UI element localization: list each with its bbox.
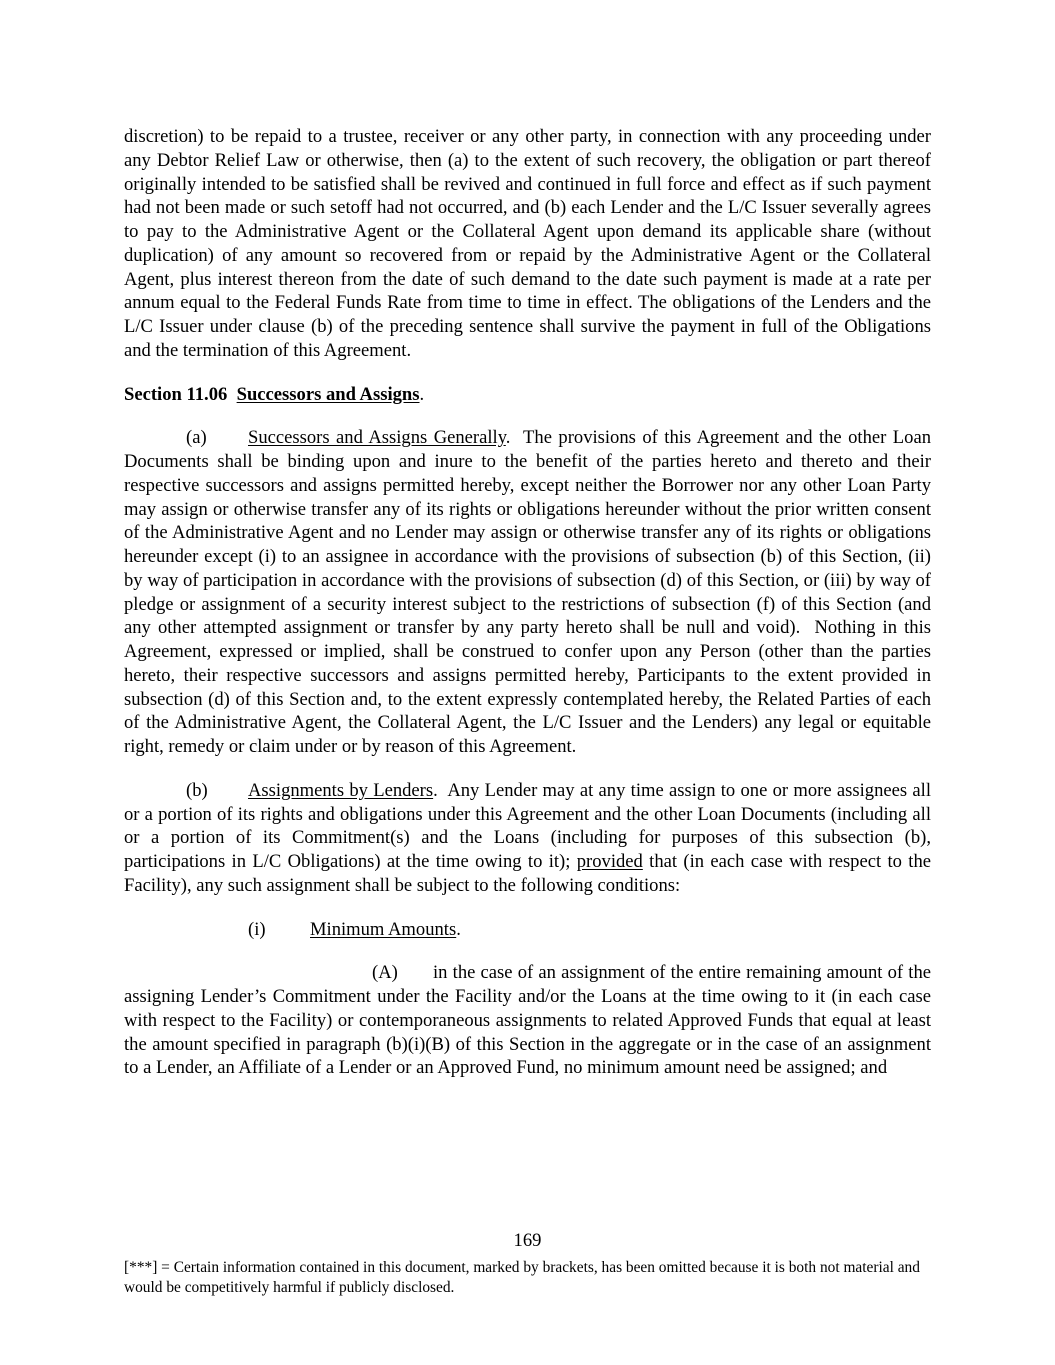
clause-A-paragraph <box>124 961 931 1080</box>
subsection-b-text-before: Any Lender may at any time assign to one or more assignees all or a portion of its rights and obligations under this Agreement and the other Loan Documents (including all or a portion of its Commitment(s) and the Loans (including for purposes of this subsection (b), participations in L/C Obligations) at the time owing to it); <box>124 779 936 872</box>
clause-A-label: (A) <box>372 962 398 984</box>
document-page <box>124 125 936 1080</box>
spacer <box>124 759 931 779</box>
subsection-a-paragraph <box>124 426 936 759</box>
section-title-period: . <box>419 383 425 405</box>
clause-A-text: in the case of an assignment of the entire remaining amount of the assigning Lender’s Commitment under the Facility and/or the Loans at the time owing to it (in each case with respect to the Facility) or contemporaneous assignments to related Approved Funds that equal at least the amount specified in paragraph (b)(i)(B) of this Section in the aggregate or in the case of an assignment to a Lender, an Affiliate of a Lender or an Approved Fund, no minimum amount need be assigned; and <box>124 962 931 1079</box>
section-number: Section 11.06 <box>124 383 228 405</box>
spacer <box>124 898 931 918</box>
clause-i-title: Minimum Amounts <box>310 918 457 940</box>
spacer <box>124 941 931 961</box>
subsection-a-title-period: . <box>505 427 511 449</box>
subsection-b-proviso: provided <box>576 851 643 872</box>
continuation-paragraph: discretion) to be repaid to a trustee, receiver or any other party, in connection with any proceeding under any Debtor Relief Law or otherwise, then (a) to the extent of such recovery, the obligation or part thereof originally intended to be satisfied shall be revived and continued in full force and effect as if such payment had not been made or such setoff had not occurred, and (b) each Lender and the L/C Issuer severally agrees to pay to the Administrative Agent or the Collateral Agent upon demand its applicable share (without duplication) of any amount so recovered from or repaid by the Administrative Agent or the Collateral Agent, plus interest thereon from the date of such demand to the date such payment is made at a rate per annum equal to the Federal Funds Rate from time to time in effect. The obligations of the Lenders and the L/C Issuer under clause (b) of the preceding sentence shall survive the payment in full of the Obligations and the termination of this Agreement. <box>124 126 931 361</box>
footnote: [***] = Certain information contained in this document, marked by brackets, has been omitted because it is both not material and would be competitively harmful if publicly disclosed. <box>124 1259 920 1296</box>
subsection-b-text-after: that (in each case with respect to the Facility), any such assignment shall be subject to the following conditions: <box>124 851 931 896</box>
section-heading <box>124 383 931 407</box>
clause-i-title-period: . <box>456 918 461 940</box>
clause-i-heading <box>124 918 931 942</box>
subsection-b-paragraph <box>124 779 936 898</box>
subsection-a-title: Successors and Assigns Generally <box>248 427 506 449</box>
subsection-a-text: The provisions of this Agreement and the other Loan Documents shall be binding upon and inure to the benefit of the parties hereto and thereto and their respective successors and assigns permitted hereby, except neither the Borrower nor any other Loan Party may assign or otherwise transfer any of its rights or obligations hereunder without the prior written consent of the Administrative Agent and no Lender may assign or otherwise transfer any of its rights or obligations hereunder except (i) to an assignee in accordance with the provisions of subsection (b) of this Section, (ii) by way of participation in accordance with the provisions of subsection (d) of this Section, or (iii) by way of pledge or assignment of a security interest subject to the restrictions of subsection (f) of this Section (and any other attempted assignment or transfer by any party hereto shall be null and void). Nothing in this Agreement, expressed or implied, shall be construed to confer upon any Person (other than the parties hereto, their respective successors and assigns permitted hereby, Participants to the extent provided in subsection (d) of this Section and, to the extent expressly contemplated hereby, the Related Parties of each of the Administrative Agent, the Collateral Agent, the L/C Issuer and the Lenders) any legal or equitable right, remedy or claim under or by reason of this Agreement. <box>124 427 936 757</box>
subsection-b-label: (b) <box>186 779 208 801</box>
subsection-b-title-period: . <box>433 779 438 801</box>
subsection-b-title: Assignments by Lenders <box>248 779 434 801</box>
spacer <box>124 363 931 383</box>
page-number: 169 <box>513 1230 542 1251</box>
subsection-a-label: (a) <box>186 427 207 449</box>
spacer <box>124 406 931 426</box>
clause-i-label: (i) <box>248 918 266 940</box>
section-title: Successors and Assigns <box>236 383 420 405</box>
